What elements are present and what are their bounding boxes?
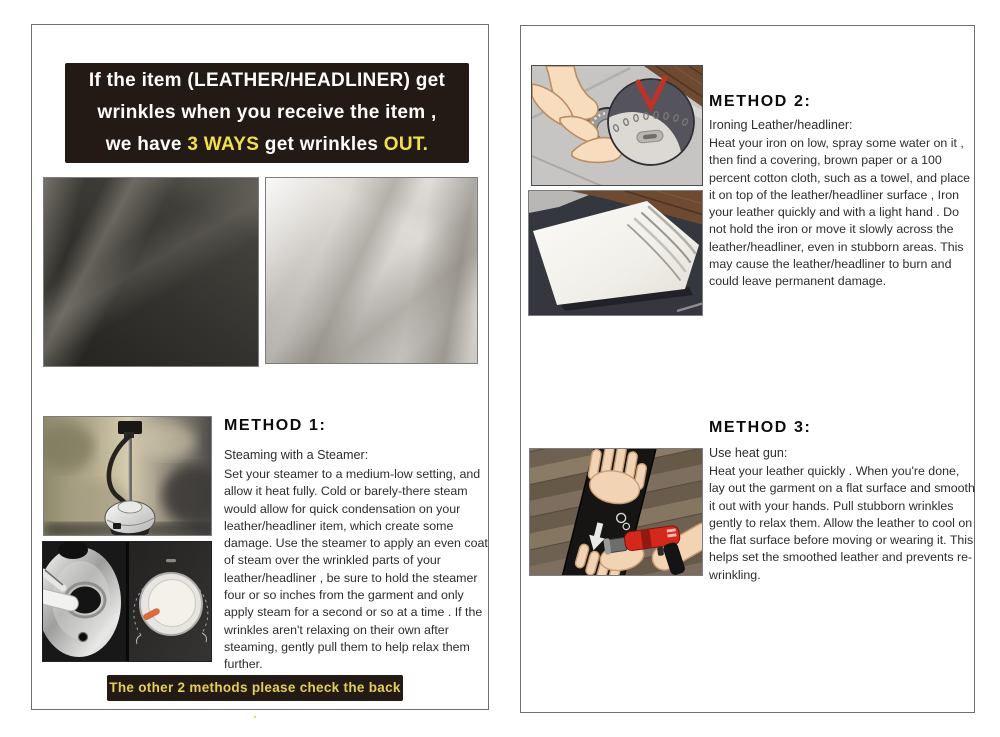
heat-gun-drawing bbox=[530, 449, 703, 576]
iron-dial-drawing bbox=[532, 66, 703, 186]
steamer-nozzle-and-dial-photo bbox=[42, 541, 212, 662]
garment-steamer-photo bbox=[43, 416, 212, 536]
intro-banner-line1: If the item (LEATHER/HEADLINER) get bbox=[88, 70, 446, 91]
out-highlight: OUT. bbox=[383, 134, 429, 155]
footer-banner: The other 2 methods please check the back . bbox=[107, 675, 403, 701]
three-ways-highlight: 3 WAYS bbox=[187, 134, 260, 155]
method3-body: Heat your leather quickly . When you're done, lay out the garment on a flat surface and smooth it out with your hands. Pull stubborn wrinkles gently to relax them. Allow the leather to cool on the flat surface before moving or wearing it. This helps set the smoothed leather and prevents re-wrinkling. bbox=[709, 464, 975, 582]
right-page bbox=[520, 25, 975, 713]
wrinkled-dark-leather-photo bbox=[43, 177, 259, 367]
method1-heading: METHOD 1: bbox=[224, 417, 327, 434]
method1-body: Set your steamer to a medium-low setting, and allow it heat fully. Cold or barely-there steam would allow for quick condensation on your leather/headliner item, which create some damage. Use the steamer to apply an even coat of steam over the wrinkled parts of your leather/headliner , be sure to hold the steamer four or so inches from the garment and only apply steam for a second or so at a time . If the wrinkles aren't relaxing on their own after steaming, gently pull them to help relax them further. bbox=[224, 467, 488, 672]
intro-banner bbox=[65, 63, 469, 163]
intro-banner-line2: wrinkles when you receive the item , bbox=[97, 102, 437, 123]
method3-subheading: Use heat gun: bbox=[709, 446, 788, 460]
method2-body: Heat your iron on low, spray some water on it , then find a covering, brown paper or a 100 percent cotton cloth, such as a towel, and place it on top of the leather/headliner surface , Iron your leather quickly and with a light hand . Do not hold the iron or move it slowly across the leather/headliner, even in stubborn areas. This may cause the leather/headliner to burn and could leave permanent damage. bbox=[709, 136, 971, 289]
steamer-detail-illustration bbox=[43, 542, 212, 662]
intro-banner-line3: we have 3 WAYS get wrinkles OUT. bbox=[105, 134, 429, 155]
towel-illustration bbox=[529, 191, 703, 316]
method3-heading: METHOD 3: bbox=[709, 419, 812, 436]
left-page bbox=[31, 24, 489, 721]
heat-gun-on-garment-illustration bbox=[529, 448, 703, 576]
method2-heading: METHOD 2: bbox=[709, 93, 812, 110]
method2-subheading: Ironing Leather/headliner: bbox=[709, 118, 853, 132]
method1-subheading: Steaming with a Steamer: bbox=[224, 448, 369, 462]
iron-temperature-dial-illustration bbox=[531, 65, 703, 186]
garment-steamer-illustration bbox=[44, 417, 212, 536]
wrinkled-gray-headliner-photo bbox=[265, 177, 478, 364]
folded-cotton-towel-photo bbox=[528, 190, 703, 316]
